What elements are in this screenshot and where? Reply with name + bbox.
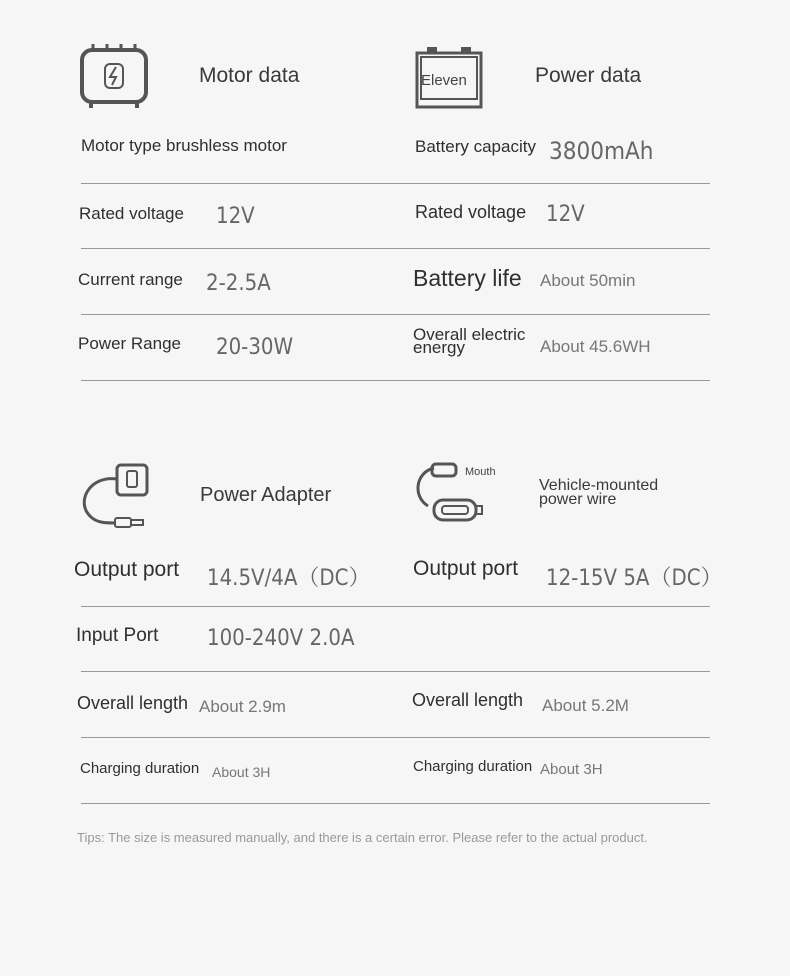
vehicle-charging-duration-value: About 3H [540, 761, 603, 778]
divider [81, 248, 710, 249]
divider [81, 606, 710, 607]
power-rated-voltage-label: Rated voltage [415, 202, 527, 222]
divider [81, 380, 710, 381]
tips-note: Tips: The size is measured manually, and there is a certain error. Please refer to the actual product. [77, 830, 648, 845]
power-adapter-icon [79, 463, 149, 529]
adapter-overall-length-value: About 2.9m [199, 697, 286, 716]
overall-energy-label: Overall electric energy [413, 325, 526, 357]
vehicle-charging-duration-label: Charging duration [413, 758, 533, 775]
power-adapter-title: Power Adapter [200, 484, 332, 506]
divider [81, 671, 710, 672]
adapter-output-port-label: Output port [74, 558, 180, 581]
motor-icon [79, 44, 149, 110]
divider [81, 803, 710, 804]
overall-energy-value: About 45.6WH [540, 337, 651, 356]
vehicle-icon-label: Mouth [465, 466, 496, 478]
vehicle-overall-length-label: Overall length [412, 690, 524, 710]
vehicle-overall-length-value: About 5.2M [542, 696, 629, 715]
adapter-overall-length-label: Overall length [77, 693, 189, 713]
divider [81, 737, 710, 738]
motor-rated-voltage-value: 12V [216, 204, 255, 229]
adapter-input-port-value: 100-240V 2.0A [207, 626, 355, 651]
power-title: Power data [535, 64, 642, 87]
battery-life-value: About 50min [540, 271, 636, 290]
motor-type: Motor type brushless motor [81, 136, 287, 155]
adapter-charging-duration-value: About 3H [212, 764, 271, 780]
motor-rated-voltage-label: Rated voltage [79, 204, 184, 223]
adapter-charging-duration-label: Charging duration [80, 760, 200, 777]
battery-capacity-value: 3800mAh [549, 137, 654, 165]
vehicle-output-port-value: 12-15V 5A（DC） [546, 566, 723, 591]
divider [81, 314, 710, 315]
motor-power-range-value: 20-30W [216, 335, 294, 360]
motor-power-range-label: Power Range [78, 334, 182, 353]
adapter-output-port-value: 14.5V/4A（DC） [207, 566, 371, 591]
power-rated-voltage-value: 12V [546, 202, 585, 227]
motor-current-range-value: 2-2.5A [206, 271, 271, 296]
battery-icon-label: Eleven [421, 72, 467, 89]
divider [81, 183, 710, 184]
battery-capacity-label: Battery capacity [415, 137, 536, 156]
vehicle-power-wire-title: Vehicle-mounted power wire [539, 477, 659, 508]
battery-life-label: Battery life [413, 265, 522, 291]
adapter-input-port-label: Input Port [76, 625, 159, 646]
vehicle-output-port-label: Output port [413, 557, 519, 580]
motor-current-range-label: Current range [78, 270, 183, 289]
motor-title: Motor data [199, 64, 300, 87]
